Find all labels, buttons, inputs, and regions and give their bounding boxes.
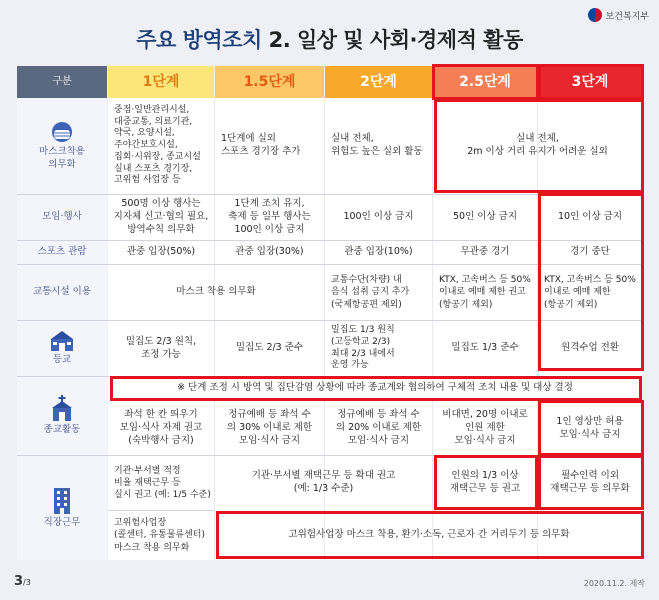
cell-mask-l2: 실내 전체, 위험도 높은 실외 활동 <box>331 133 423 157</box>
cell-work-highrisk-rest: 고위험사업장 마스크 착용, 환기·소독, 근로자 간 거리두기 등 의무화 <box>288 529 570 541</box>
face-mask-icon <box>48 121 76 143</box>
page-current: 3 <box>14 574 24 589</box>
cell-religion-l15: 정규예배 등 좌석 수 의 30% 이내로 제한 모임·식사 금지 <box>226 409 313 446</box>
cell-sports-l25: 무관중 경기 <box>460 246 510 258</box>
row-label-sports: 스포츠 관람 <box>37 246 87 258</box>
production-date: 2020.11.2. 제작 <box>583 579 645 588</box>
cell-religion-l25: 비대면, 20명 이내로 인원 제한 모임·식사 금지 <box>442 409 528 446</box>
row-label-text: 종교활동 <box>43 424 81 436</box>
row-label-school <box>17 321 107 376</box>
cell-school-l15: 밀집도 2/3 준수 <box>235 342 304 354</box>
row-label-work <box>17 456 107 560</box>
cell-work-l1: 기관·부서별 적정 비율 재택근무 등 실시 권고 (예: 1/5 수준) <box>114 465 211 501</box>
header-level-2: 2단계 <box>325 66 432 98</box>
row-label-text: 등교 <box>52 353 72 365</box>
cell-work-l3: 필수인력 이외 재택근무 등 의무화 <box>550 470 630 494</box>
header-level-1: 1단계 <box>108 66 214 98</box>
cell-sports-l3: 경기 중단 <box>570 246 610 258</box>
cell-sports-l2: 관중 입장(10%) <box>344 246 413 258</box>
cell-mask-l25-3: 실내 전체, 2m 이상 거리 유지가 어려운 실외 <box>467 133 608 157</box>
school-icon <box>49 331 75 351</box>
cell-religion-l1: 좌석 한 칸 띄우기 모임·식사 자제 권고 (숙박행사 금지) <box>119 409 203 446</box>
cell-religion-l2: 정규예배 등 좌석 수 의 20% 이내로 제한 모임·식사 금지 <box>335 409 422 446</box>
office-building-icon <box>51 486 73 514</box>
cell-transport-l3: KTX, 고속버스 등 50% 이내로 예매 제한 (항공기 제외) <box>544 275 636 310</box>
religion-note: ※ 단계 조정 시 방역 및 집단감염 상황에 따라 종교계와 협의하여 구체적 조치 내용 및 대상 결정 <box>112 378 638 399</box>
cell-school-l25: 밀집도 1/3 준수 <box>451 342 519 354</box>
cell-sports-l1: 관중 입장(50%) <box>126 246 196 258</box>
cell-work-l25: 인원의 1/3 이상 재택근무 등 권고 <box>449 470 521 494</box>
cell-gathering-l25: 50인 이상 금지 <box>452 211 517 223</box>
cell-gathering-l2: 100인 이상 금지 <box>343 211 414 223</box>
row-label-mask <box>17 98 107 194</box>
cell-religion-l3: 1인 영상만 허용 모임·식사 금지 <box>556 415 624 440</box>
cell-school-l3: 원격수업 전환 <box>560 342 620 354</box>
page-number <box>14 574 31 589</box>
row-label-text: 마스크착용 의무화 <box>39 145 85 170</box>
cell-transport-l25: KTX, 고속버스 등 50% 이내로 예매 제한 권고 (항공기 제외) <box>439 275 531 310</box>
cell-gathering-l3: 10인 이상 금지 <box>557 211 622 223</box>
cell-work-highrisk-l1: 고위험사업장 (콜센터, 유통물류센터) 마스크 착용 의무화 <box>114 518 205 553</box>
row-label-gathering: 모임·행사 <box>42 211 82 223</box>
row-label-transport: 교통시설 이용 <box>32 286 92 298</box>
row-label-religion <box>17 377 107 455</box>
cell-mask-l15: 1단계에 실외 스포츠 경기장 추가 <box>221 133 301 157</box>
cell-sports-l15: 관중 입장(30%) <box>235 246 304 258</box>
cell-gathering-l1: 500명 이상 행사는 지자체 신고·협의 필요, 방역수칙 의무화 <box>113 198 209 235</box>
cell-work-l15-2: 기관·부서별 재택근무 등 확대 권고 (예: 1/3 수준) <box>251 470 396 494</box>
cell-school-l2: 밀집도 1/3 원칙 (고등학교 2/3) 최대 2/3 내에서 운영 가능 <box>331 325 395 371</box>
header-category: 구분 <box>17 66 107 98</box>
cell-transport-l2: 교통수단(차량) 내 음식 섭취 금지 추가 (국제항공편 제외) <box>331 275 410 310</box>
cell-school-l1: 밀집도 2/3 원칙, 조정 가능 <box>125 335 197 360</box>
row-label-text: 직장근무 <box>43 517 81 529</box>
page-total: /3 <box>23 578 31 587</box>
header-level-2-5: 2.5단계 <box>433 66 537 98</box>
cell-gathering-l15: 1단계 조치 유지, 축제 등 일부 행사는 100인 이상 금지 <box>228 198 311 235</box>
org-name: 보건복지부 <box>605 11 649 22</box>
cell-mask-l1: 중점·일반관리시설, 대중교통, 의료기관, 약국, 요양시설, 주야간보호시설, 집회·시위장, 종교시설 실내 스포츠 경기장, 고위험 사업장 등 <box>114 105 201 186</box>
header-level-1-5: 1.5단계 <box>215 66 324 98</box>
title-rest: 2. 일상 및 사회·경제적 활동 <box>268 28 523 52</box>
church-icon <box>50 395 74 421</box>
cell-transport-l1-15: 마스크 착용 의무화 <box>176 286 256 298</box>
row-divider <box>17 376 642 377</box>
title-main: 주요 방역조치 <box>136 28 262 52</box>
header-level-3: 3단계 <box>538 66 642 98</box>
